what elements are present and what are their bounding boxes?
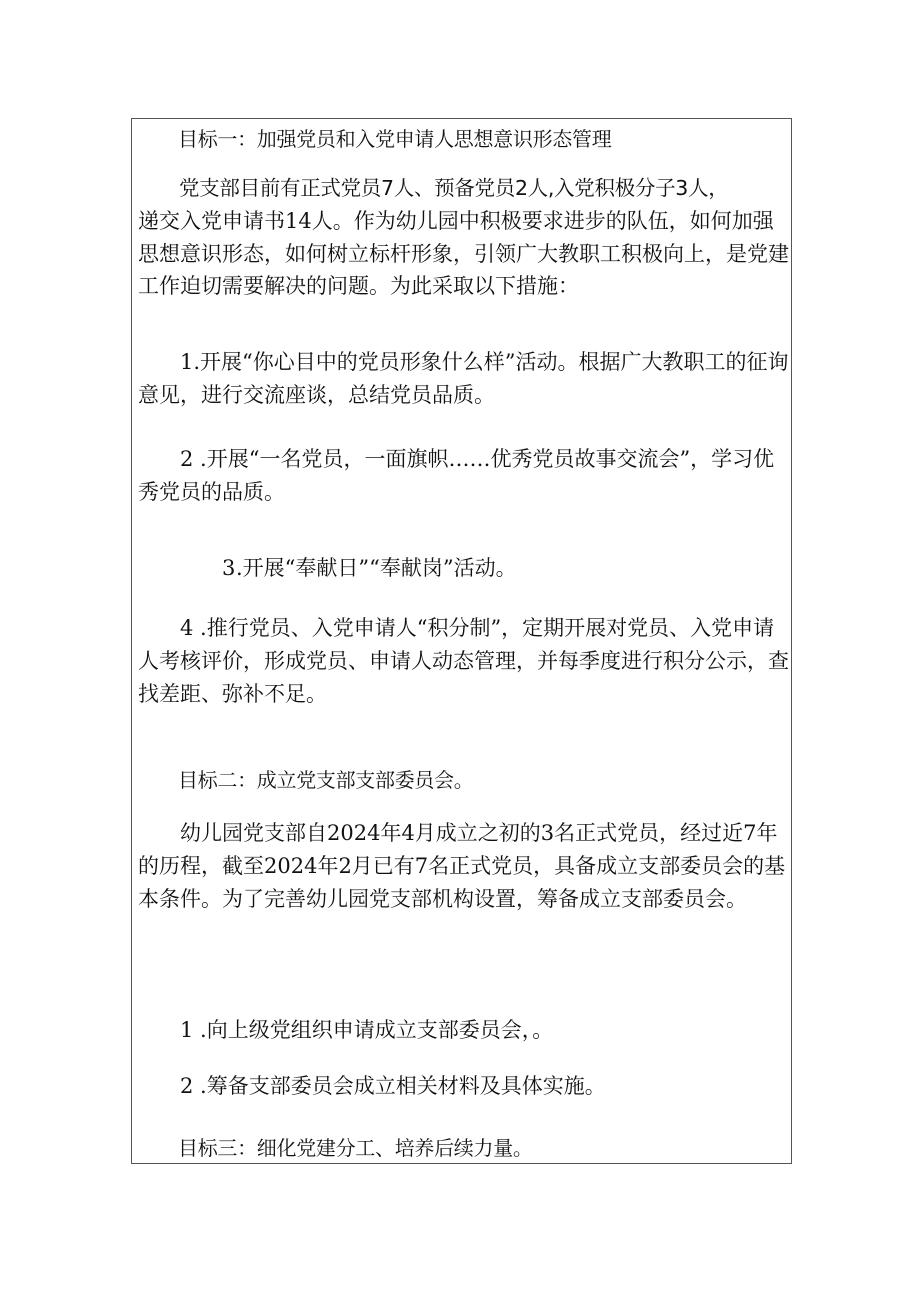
goal2-heading: 目标二：成立党支部支部委员会。 bbox=[178, 768, 474, 792]
goal2-item-2: 2 .筹备支部委员会成立相关材料及具体实施。 bbox=[180, 1074, 606, 1098]
goal3-heading: 目标三：细化党建分工、培养后续力量。 bbox=[178, 1136, 533, 1160]
goal1-item-3-number: 3 bbox=[222, 556, 236, 580]
goal1-item-4: 4 .推行党员、入党申请人“积分制”，定期开展对党员、入党申请人考核评价，形成党员、申请人动态管理，并每季度进行积分公示，查找差距、弥补不足。 bbox=[138, 616, 789, 706]
goal1-intro-lead: 党支部目前有正式党员7人、预备党员2人,入党积极分子3人， bbox=[179, 176, 729, 200]
goal1-intro-rest: 递交入党申请书14人。作为幼儿园中积极要求进步的队伍，如何加强思想意识形态，如何树立标杆形象，引领广大教职工积极向上，是党建工作迫切需要解决的问题。为此采取以下措施： bbox=[138, 208, 789, 299]
goal1-intro bbox=[138, 173, 790, 303]
goal1-item-3-text: .开展“奉献日”“奉献岗”活动。 bbox=[236, 556, 517, 580]
goal2-intro: 幼儿园党支部自2024年4月成立之初的3名正式党员，经过近7年的历程，截至2024年2月已有7名正式党员，具备成立支部委员会的基本条件。为了完善幼儿园党支部机构设置，筹备成立支部委员会。 bbox=[138, 821, 786, 911]
goal1-item-1: 1.开展“你心目中的党员形象什么样”活动。根据广大教职工的征询意见，进行交流座谈，总结党员品质。 bbox=[138, 350, 789, 407]
goal1-item-2: 2 .开展“一名党员，一面旗帜……优秀党员故事交流会”，学习优秀党员的品质。 bbox=[138, 447, 775, 504]
goal2-item-1: 1 .向上级党组织申请成立支部委员会，。 bbox=[180, 1018, 554, 1042]
goal1-heading: 目标一：加强党员和入党申请人思想意识形态管理 bbox=[178, 127, 612, 151]
goal1-item-3 bbox=[138, 552, 790, 585]
